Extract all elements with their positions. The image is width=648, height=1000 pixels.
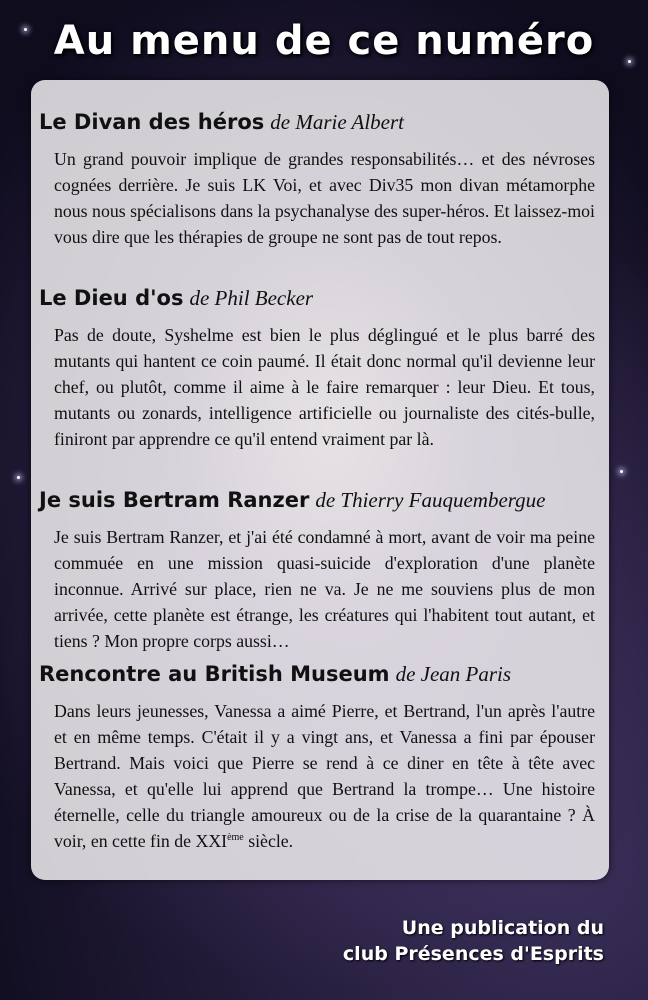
story-heading [39, 488, 599, 513]
story-2 [39, 286, 599, 452]
story-author: de Marie Albert [270, 110, 405, 134]
story-title: Le Dieu d'os [39, 286, 184, 310]
story-summary [54, 698, 595, 854]
story-heading [39, 662, 599, 687]
story-summary: Un grand pouvoir implique de grandes responsabilités… et des névroses cognées derrière. Je suis LK Voi, et avec Div35 mon divan métamorphe nous nous spécialisons dans la psychanalyse des super-héros. Et laissez-moi vous dire que les thérapies de groupe ne sont pas de tout repos. [54, 149, 595, 247]
story-summary-text: Dans leurs jeunesses, Vanessa a aimé Pierre, et Bertrand, l'un après l'autre et en même temps. C'était il y a vingt ans, et Vanessa a fini par épouser Bertrand. Mais voici que Pierre se rend à ce diner en tête à tête avec Vanessa, et qu'elle lui apprend que Bertrand la trompe… Une histoire éternelle, celle du triangle amoureux ou de la crise de la quarantaine ? À voir, en cette fin de XXI [54, 701, 595, 851]
story-title: Rencontre au British Museum [39, 662, 390, 686]
credit-line-2: club Présences d'Esprits [342, 943, 604, 965]
star [17, 476, 20, 479]
century-superscript: ème [227, 832, 244, 844]
story-author: de Thierry Fauquembergue [315, 488, 546, 512]
story-4 [39, 662, 599, 854]
story-heading [39, 286, 599, 311]
story-summary-end: siècle. [243, 831, 294, 851]
story-3 [39, 488, 599, 654]
story-title: Je suis Bertram Ranzer [39, 488, 310, 512]
story-author: de Phil Becker [189, 286, 314, 310]
page-title: Au menu de ce numéro [53, 18, 595, 64]
story-summary: Pas de doute, Syshelme est bien le plus déglingué et le plus barré des mutants qui hantent ce coin paumé. Il était donc normal qu'il devienne leur chef, ou plutôt, comme il aime à le faire remarquer : leur Dieu. Et tous, mutants ou zonards, intelligence artificielle ou journaliste des cités-bulle, finiront par apprendre ce qu'il entend vraiment par là. [54, 325, 595, 449]
publisher-credit [343, 915, 604, 967]
story-author: de Jean Paris [395, 662, 512, 686]
story-title: Le Divan des héros [39, 110, 265, 134]
credit-line-1: Une publication du [401, 917, 604, 939]
story-summary: Je suis Bertram Ranzer, et j'ai été condamné à mort, avant de voir ma peine commuée en une mission quasi-suicide d'exploration d'une planète inconnue. Arrivé sur place, rien ne va. Je ne me souviens plus de mon arrivée, cette planète est étrange, les créatures qui l'habitent tout autant, et tiens ? Mon propre corps aussi… [54, 527, 595, 651]
star [620, 470, 623, 473]
story-1 [39, 110, 599, 250]
story-heading [39, 110, 599, 135]
